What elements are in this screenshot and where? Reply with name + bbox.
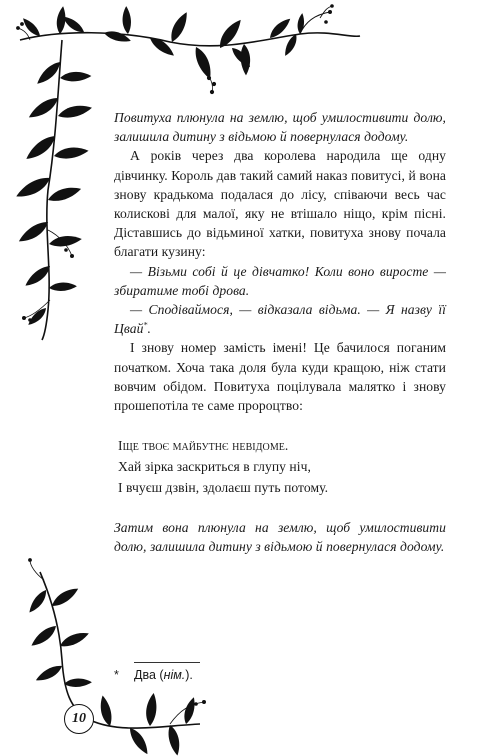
dialogue-line: — Візьми собі й це дівчатко! Коли воно виросте — збиратиме тобі дрова. [114,263,446,298]
footnote-divider [134,662,200,663]
footnote-marker[interactable]: * [143,320,148,330]
body-text [114,108,446,557]
prophecy-poem [114,435,446,498]
footnote: * Два (нім.). [114,668,193,682]
poem-line: Іще твоє майбутнє невідоме. [118,438,289,454]
page-number: 10 [64,704,94,734]
paragraph: А років через два королева народила ще одну дівчинку. Король дав такий самий наказ повитусі, й вона знову крадькома подалася до лісу, співаючи весь час колискові для малої, яку не втішало ніщо, крім пісні. Діставшись до відьминої хатки, повитуха знову почала благати кузину: [114,148,446,260]
footnote-mark: * [114,668,119,682]
dialogue-line: — Сподіваймося, — відказала відьма. — Я назву її Цвай*. [114,302,446,337]
poem-line: Хай зірка заскриться в глупу ніч, [118,459,311,475]
paragraph: Затим вона плюнула на землю, щоб умилостивити долю, залишила дитину з відьмою й повернулася додому. [114,520,446,555]
paragraph: Повитуха плюнула на землю, щоб умилостивити долю, залишила дитину з відьмою й повернулася додому. [114,110,446,145]
paragraph: І знову номер замість імені! Це бачилося поганим початком. Хоча така доля була куди кращою, ніж стати вовчим обідом. Повитуха поцілувала малятко і знову прошепотіла те саме пророцтво: [114,340,446,414]
poem-line: І вчуєш дзвін, здолаєш путь потому. [118,480,329,496]
